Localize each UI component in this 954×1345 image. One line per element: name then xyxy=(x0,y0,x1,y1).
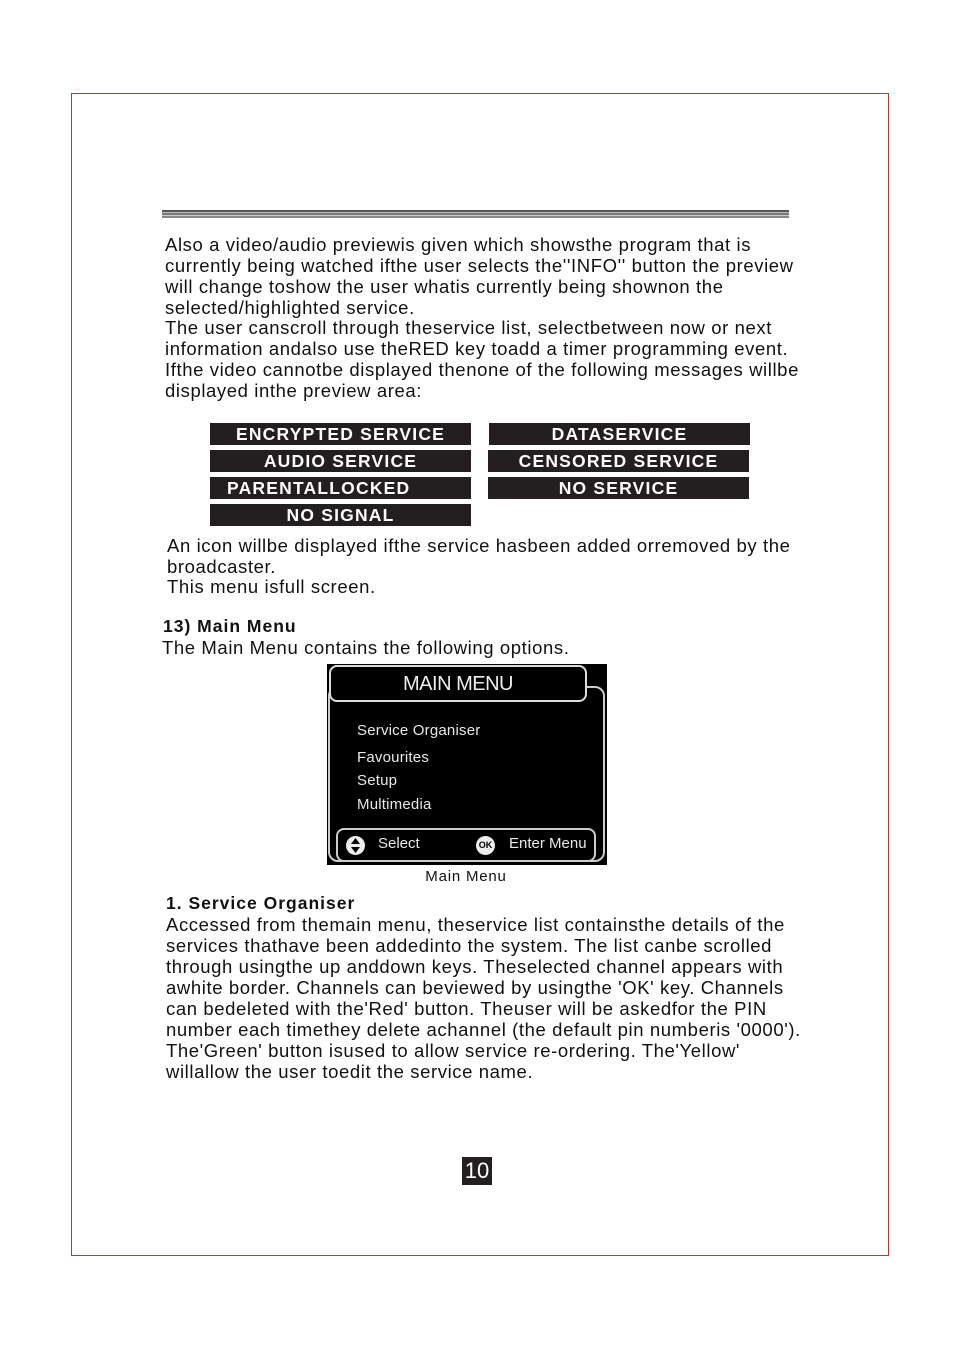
menu-title-box xyxy=(329,665,587,702)
menu-item-multimedia: Multimedia xyxy=(357,796,432,813)
section-13-heading: 13) Main Menu xyxy=(163,616,297,636)
message-censored-service: CENSORED SERVICE xyxy=(488,450,749,472)
service-organiser-heading: 1. Service Organiser xyxy=(166,893,356,913)
menu-title: MAIN MENU xyxy=(403,673,513,695)
figure-caption: Main Menu xyxy=(425,868,507,885)
intro-paragraph-1: Also a video/audio previewis given which showsthe program that is currently being watched ifthe user selects the''INFO'' button the preview will change toshow the user whatis currently being shownon the selected/highlighted service. xyxy=(165,234,794,318)
ok-button-icon: OK xyxy=(476,836,495,855)
menu-item-favourites: Favourites xyxy=(357,749,430,766)
footer-enter-menu-label: Enter Menu xyxy=(509,835,587,852)
message-parental-locked: PARENTALLOCKED xyxy=(210,477,471,499)
up-down-arrow-icon xyxy=(346,836,365,855)
menu-item-service-organiser: Service Organiser xyxy=(357,722,481,739)
message-audio-service: AUDIO SERVICE xyxy=(210,450,471,472)
message-encrypted-service: ENCRYPTED SERVICE xyxy=(210,423,471,445)
page-number: 10 xyxy=(462,1157,492,1185)
footer-select-label: Select xyxy=(378,835,420,852)
header-rule xyxy=(162,210,789,218)
intro-paragraph-2: The user canscroll through theservice list, selectbetween now or next information andalso use theRED key toadd a timer programming event. Ifthe video cannotbe displayed thenone of the following messages willbe displayed inthe preview area: xyxy=(165,317,799,401)
service-organiser-text: Accessed from themain menu, theservice list containsthe details of the services thathave been addedinto the system. The list canbe scrolled through usingthe up anddown keys. Theselected channel appears with awhite border. Channels can beviewed by usingthe 'OK' key. Channels can bedeleted with the'Red' button. Theuser will be askedfor the PIN number each timethey delete achannel (the default pin numberis '0000'). The'Green' button isused to allow service re-ordering. The'Yellow' willallow the user toedit the service name. xyxy=(166,914,801,1082)
message-no-signal: NO SIGNAL xyxy=(210,504,471,526)
menu-footer xyxy=(336,828,596,862)
main-menu-screenshot xyxy=(327,664,607,865)
message-no-service: NO SERVICE xyxy=(488,477,749,499)
message-data-service: DATASERVICE xyxy=(489,423,750,445)
menu-item-setup: Setup xyxy=(357,772,398,789)
section-13-text: The Main Menu contains the following options. xyxy=(162,637,570,658)
fullscreen-paragraph: This menu isfull screen. xyxy=(167,576,376,597)
icon-paragraph: An icon willbe displayed ifthe service hasbeen added orremoved by the broadcaster. xyxy=(167,535,791,577)
